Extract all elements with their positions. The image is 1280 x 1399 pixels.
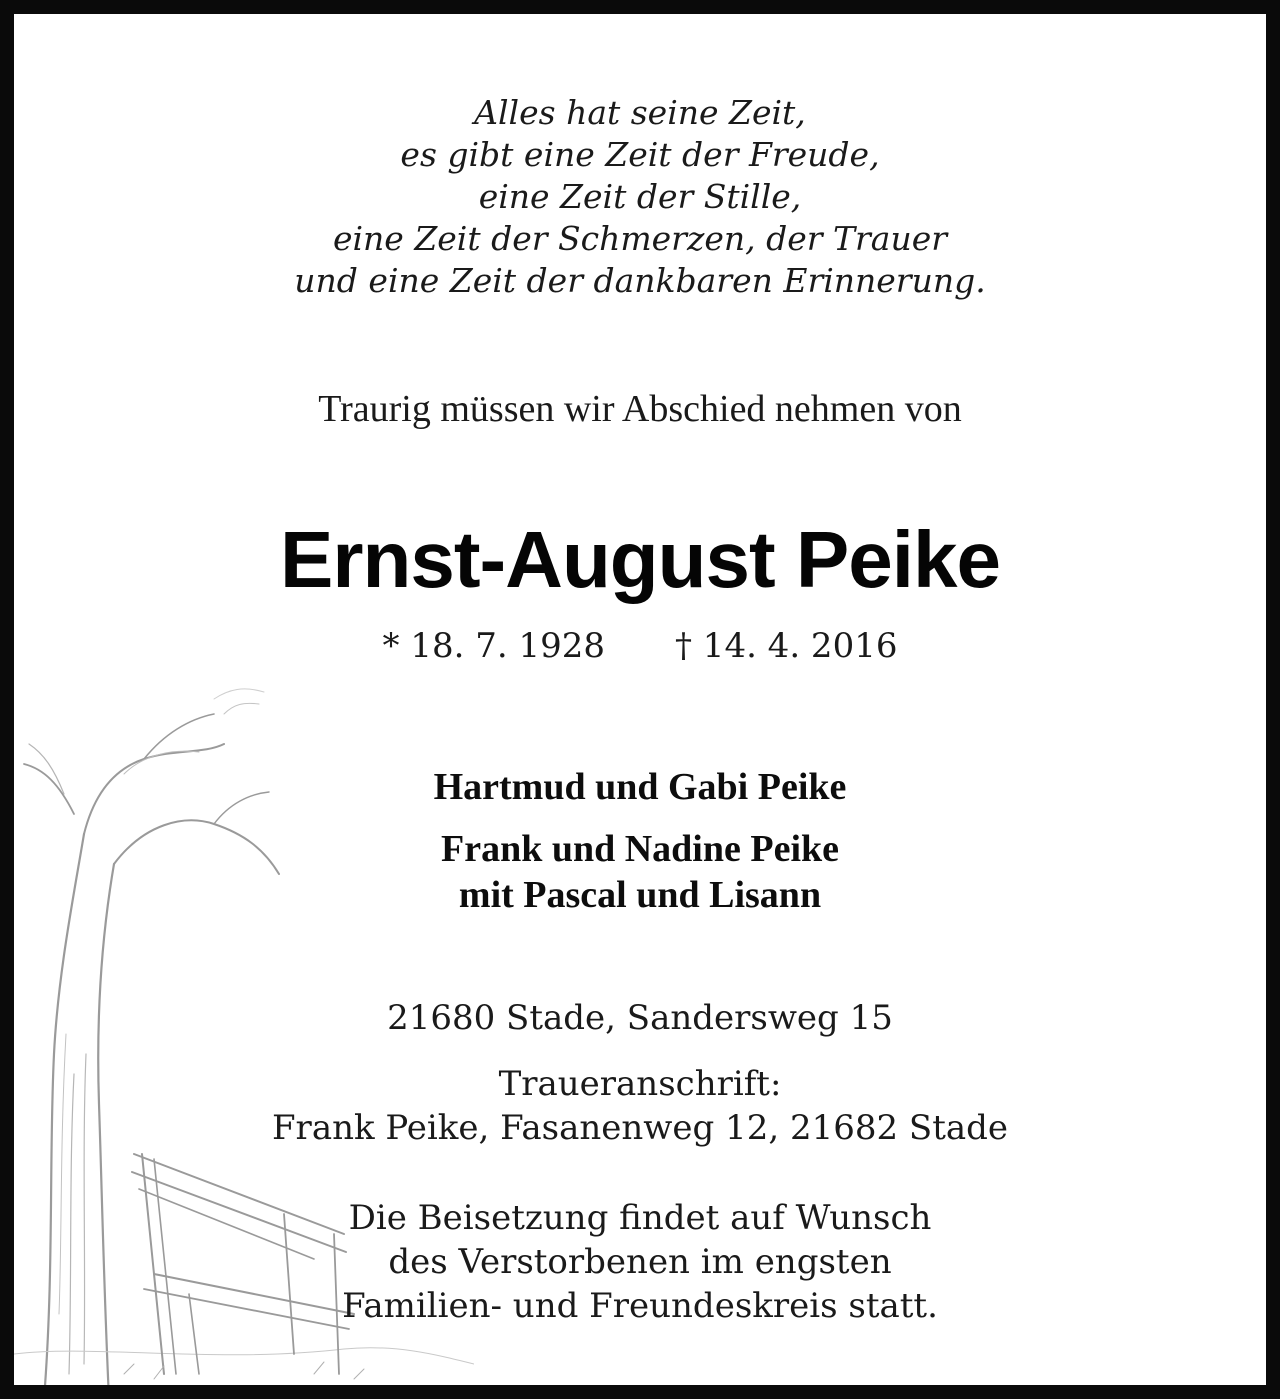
poem-line: eine Zeit der Schmerzen, der Trauer	[332, 219, 948, 258]
poem-line: und eine Zeit der dankbaren Erinnerung.	[294, 261, 986, 300]
death-date: † 14. 4. 2016	[675, 626, 898, 666]
family-line: Frank und Nadine Peike	[440, 828, 840, 870]
burial-line: des Verstorbenen im engsten	[388, 1242, 892, 1282]
burial-line: Familien- und Freundeskreis statt.	[342, 1286, 938, 1326]
family-line: mit Pascal und Lisann	[458, 874, 822, 916]
poem-line: Alles hat seine Zeit,	[474, 93, 806, 132]
mourning-address-label: Traueranschrift:	[498, 1064, 782, 1104]
poem	[14, 92, 1266, 302]
poem-line: eine Zeit der Stille,	[478, 177, 802, 216]
farewell-intro: Traurig müssen wir Abschied nehmen von	[318, 388, 962, 430]
burial-line: Die Beisetzung findet auf Wunsch	[348, 1198, 932, 1238]
family-members	[14, 764, 1266, 918]
burial-notice	[14, 1196, 1266, 1328]
birth-date: * 18. 7. 1928	[382, 626, 605, 666]
deceased-name: Ernst-August Peike	[280, 515, 1000, 604]
mourning-address	[14, 1062, 1266, 1150]
poem-line: es gibt eine Zeit der Freude,	[400, 135, 880, 174]
family-line: Hartmud und Gabi Peike	[433, 766, 847, 808]
life-dates	[14, 624, 1266, 668]
family-spacer	[14, 810, 1266, 826]
home-address: 21680 Stade, Sandersweg 15	[387, 998, 893, 1038]
mourning-address-value: Frank Peike, Fasanenweg 12, 21682 Stade	[271, 1108, 1009, 1148]
